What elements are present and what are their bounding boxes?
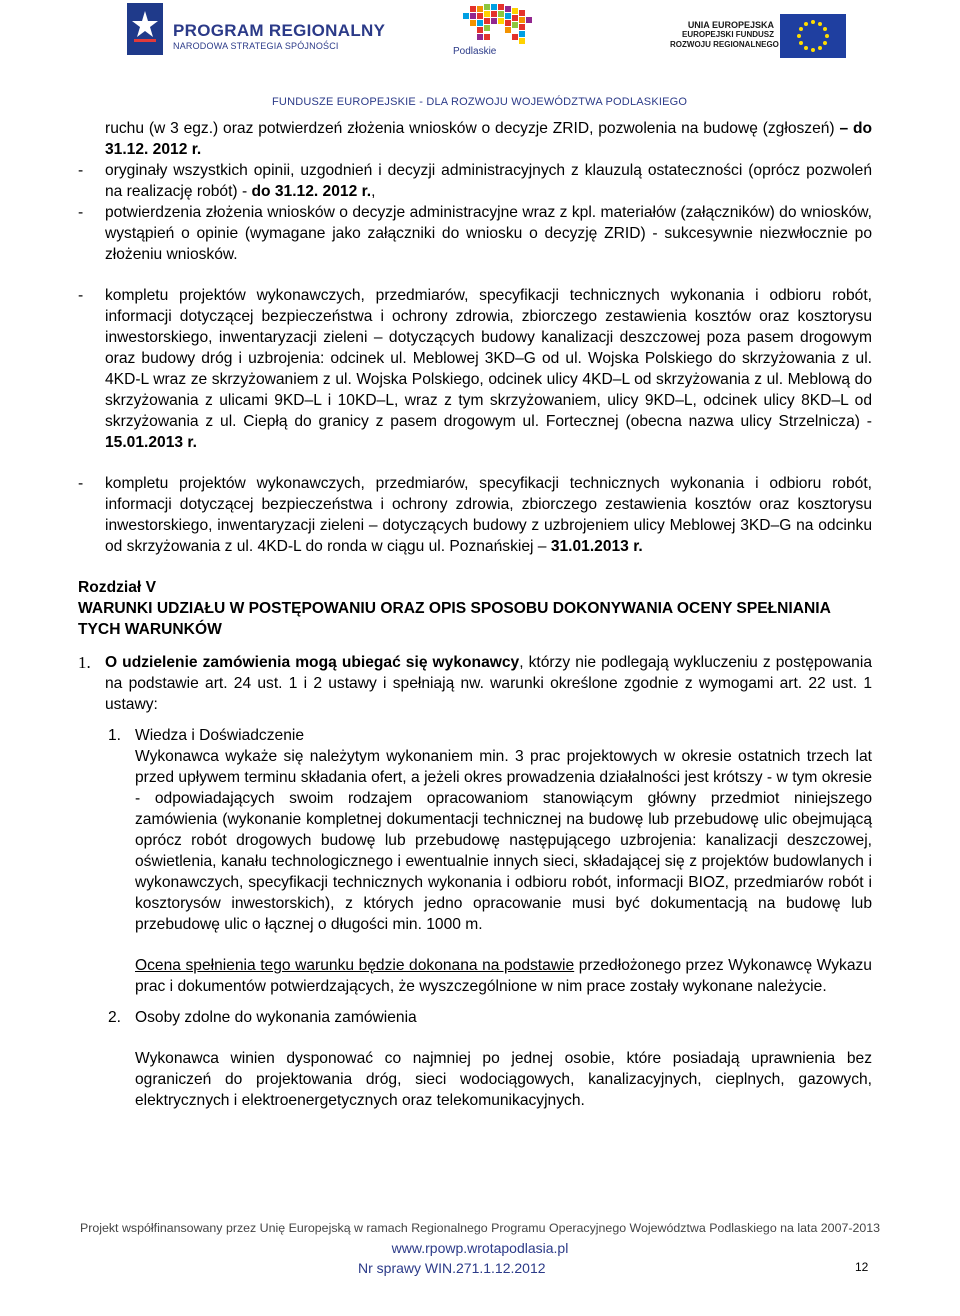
- list-item-text: potwierdzenia złożenia wniosków o decyzje administracyjne wraz z kpl. materiałów (załączników) do wniosków, wystąpień o opinie (wymagane jako załączniki do wniosku o decyzję ZRID) - sukcesywnie niezwłocznie po złożeniu wniosków.: [105, 204, 872, 263]
- sub-item-heading: Osoby zdolne do wykonania zamówienia: [135, 1009, 417, 1026]
- eu-text: [670, 20, 779, 50]
- sub-item-number: 1.: [108, 727, 122, 744]
- list-item: [78, 202, 872, 265]
- chapter-number: Rozdział V: [78, 579, 156, 596]
- deadline-text: do 31.12. 2012 r.: [251, 183, 372, 200]
- punctuation: ,: [371, 183, 376, 200]
- item-lead: O udzielenie zamówienia mogą ubiegać się wykonawcy: [105, 654, 520, 671]
- sub-item-text: Wykonawca winien dysponować co najmniej po jednej osobie, które posiadają uprawnienia bez ograniczeń do projektowania dróg, sieci wodociągowych, kanalizacyjnych, cieplnych, gazowych, elektrycznych i elektroenergetycznych oraz telekomunikacyjnych.: [135, 1050, 872, 1109]
- dash-bullet: -: [78, 204, 84, 221]
- cofinance-note: Projekt współfinansowany przez Unię Europejską w ramach Regionalnego Programu Operacyjnego Województwa Podlaskiego na lata 2007-2013: [79, 1221, 881, 1235]
- deadline-text: 31.01.2013 r.: [550, 538, 643, 555]
- sub-item-text: Wykonawca wykaże się należytym wykonaniem min. 3 prac projektowych w okresie ostatnich trzech lat przed upływem terminu składania ofert, a jeżeli okres prowadzenia działalności jest krótszy - w tym okresie - odpowiadających swoim rodzajem opracowaniom stanowiącym główny przedmiot niniejszego zamówienia (wykonanie kompletnej dokumentacji technicznej na budowę lub przebudowę ulic obejmującą oprócz robót drogowych budowę lub przebudowę następującego uzbrojenia: kanalizacji deszczowej, oświetlenia, kanału technologicznego i ewentualnie innych sieci, składającej się z projektów budowlanych i wykonawczych, specyfikacji technicznych wykonania i odbioru robót, informacji BIOZ, przedmiarów robót i kosztorysów inwestorskich), z których jedno opracowanie musi być dokumentacją na budowę lub przebudowę ulic o łącznej o długości min. 1000 m.: [135, 748, 872, 933]
- list-item-text: kompletu projektów wykonawczych, przedmiarów, specyfikacji technicznych wykonania i odbioru robót, informacji dotyczącej bezpieczeństwa i ochrony zdrowia, zbiorczego zestawienia kosztów oraz kosztorysu inwestorskiego, inwentaryzacji zieleni – dotyczących budowy kanalizacji deszczowej poza pasem drogowym oraz budowy dróg i uzbrojenia: odcinek ul. Meblowej 3KD–G od ul. Wojska Polskiego do skrzyżowania z ul. 4KD-L wraz ze skrzyżowaniem z ul. Wojska Polskiego, odcinek ulicy 4KD–L od skrzyżowania z ul. Meblową do skrzyżowania z ulicami 9KD–L i 10KD–L, wraz z tym skrzyżowaniem, ulicy 9KD–L, odcinek ulicy 8KD–L od skrzyżowania z ul. Ciepłą do granicy z pasem drogowym ul. Fortecznej (obecna nazwa ulicy Strzelnicza) -: [105, 287, 872, 430]
- dash-bullet: -: [78, 475, 84, 492]
- eu-line-2: EUROPEJSKI FUNDUSZ: [681, 30, 774, 39]
- case-number: Nr sprawy WIN.271.1.12.2012: [358, 1260, 546, 1276]
- sub-item-number: 2.: [108, 1009, 122, 1026]
- funds-slogan: FUNDUSZE EUROPEJSKIE - DLA ROZWOJU WOJEWÓDZTWA PODLASKIEGO: [272, 96, 688, 108]
- list-item: [78, 473, 872, 557]
- list-item: [78, 160, 872, 202]
- document-body: [78, 118, 872, 1111]
- deadline-text: do 31.12. 2012 r.: [105, 120, 872, 158]
- program-subtitle: NARODOWA STRATEGIA SPÓJNOŚCI: [173, 41, 339, 51]
- item-number: 1.: [78, 653, 91, 672]
- list-item: [78, 285, 872, 453]
- numbered-item: [78, 652, 872, 715]
- sub-item-heading: Wiedza i Doświadczenie: [135, 727, 305, 744]
- list-item-text: kompletu projektów wykonawczych, przedmiarów, specyfikacji technicznych wykonania i odbioru robót, informacji dotyczącej bezpieczeństwa i ochrony zdrowia, zbiorczego zestawienia kosztów oraz kosztorysu inwestorskiego, inwentaryzacji zieleni – dotyczących budowy z uzbrojeniem ulicy Meblowej 3KD–G na odcinku od skrzyżowania z ul. 4KD-L do ronda w ciągu ul. Poznańskiej –: [105, 475, 872, 555]
- region-name: Podlaskie: [453, 46, 497, 57]
- bison-mosaic-icon: [450, 2, 546, 46]
- eu-flag-icon: [780, 14, 846, 58]
- paragraph-continuation: ruchu (w 3 egz.) oraz potwierdzeń złożenia wniosków o decyzje ZRID, pozwolenia na budowę (zgłoszeń) – do 31.12. 2012 r.: [105, 120, 872, 158]
- assessment-underlined: Ocena spełnienia tego warunku będzie dokonana na podstawie: [135, 957, 575, 974]
- paragraph-text: ruchu (w 3 egz.) oraz potwierdzeń złożenia wniosków o decyzje ZRID, pozwolenia na budowę (zgłoszeń): [105, 120, 840, 137]
- sub-item-title: [78, 1007, 872, 1028]
- podlaskie-logo: [450, 2, 546, 62]
- dash-bullet: -: [78, 162, 84, 179]
- assessment-note: [78, 955, 872, 997]
- program-regionalny-emblem: [127, 3, 163, 55]
- dash-bullet: -: [78, 287, 84, 304]
- eu-line-1: UNIA EUROPEJSKA: [687, 20, 774, 30]
- page-header: [0, 0, 960, 112]
- program-title: PROGRAM REGIONALNY: [173, 21, 386, 40]
- deadline-text: 15.01.2013 r.: [105, 434, 197, 451]
- sub-item-title: [78, 725, 872, 746]
- list-item-text: oryginały wszystkich opinii, uzgodnień i decyzji administracyjnych z klauzulą ostateczności (oprócz pozwoleń na realizację robót) -: [105, 162, 872, 200]
- program-regionalny-logo: [127, 3, 386, 58]
- chapter-title: WARUNKI UDZIAŁU W POSTĘPOWANIU ORAZ OPIS SPOSOBU DOKONYWANIA OCENY SPEŁNIANIA TYCH WARUNKÓW: [78, 600, 831, 638]
- item-text: , którzy nie podlegają wykluczeniu z postępowania na podstawie art. 24 ust. 1 i 2 ustawy i spełniają nw. warunki określone zgodnie z wymogami art. 22 ust. 1 ustawy:: [105, 654, 872, 713]
- page-number: 12: [855, 1260, 869, 1274]
- eu-logo: [670, 14, 850, 60]
- footer-url-link[interactable]: www.rpowp.wrotapodlasia.pl: [391, 1240, 569, 1256]
- assessment-text: przedłożonego przez Wykonawcę Wykazu prac i dokumentów potwierdzających, że wyszczególnione w nim prace zostały wykonane należycie.: [135, 957, 872, 995]
- eu-line-3: ROZWOJU REGIONALNEGO: [670, 40, 779, 49]
